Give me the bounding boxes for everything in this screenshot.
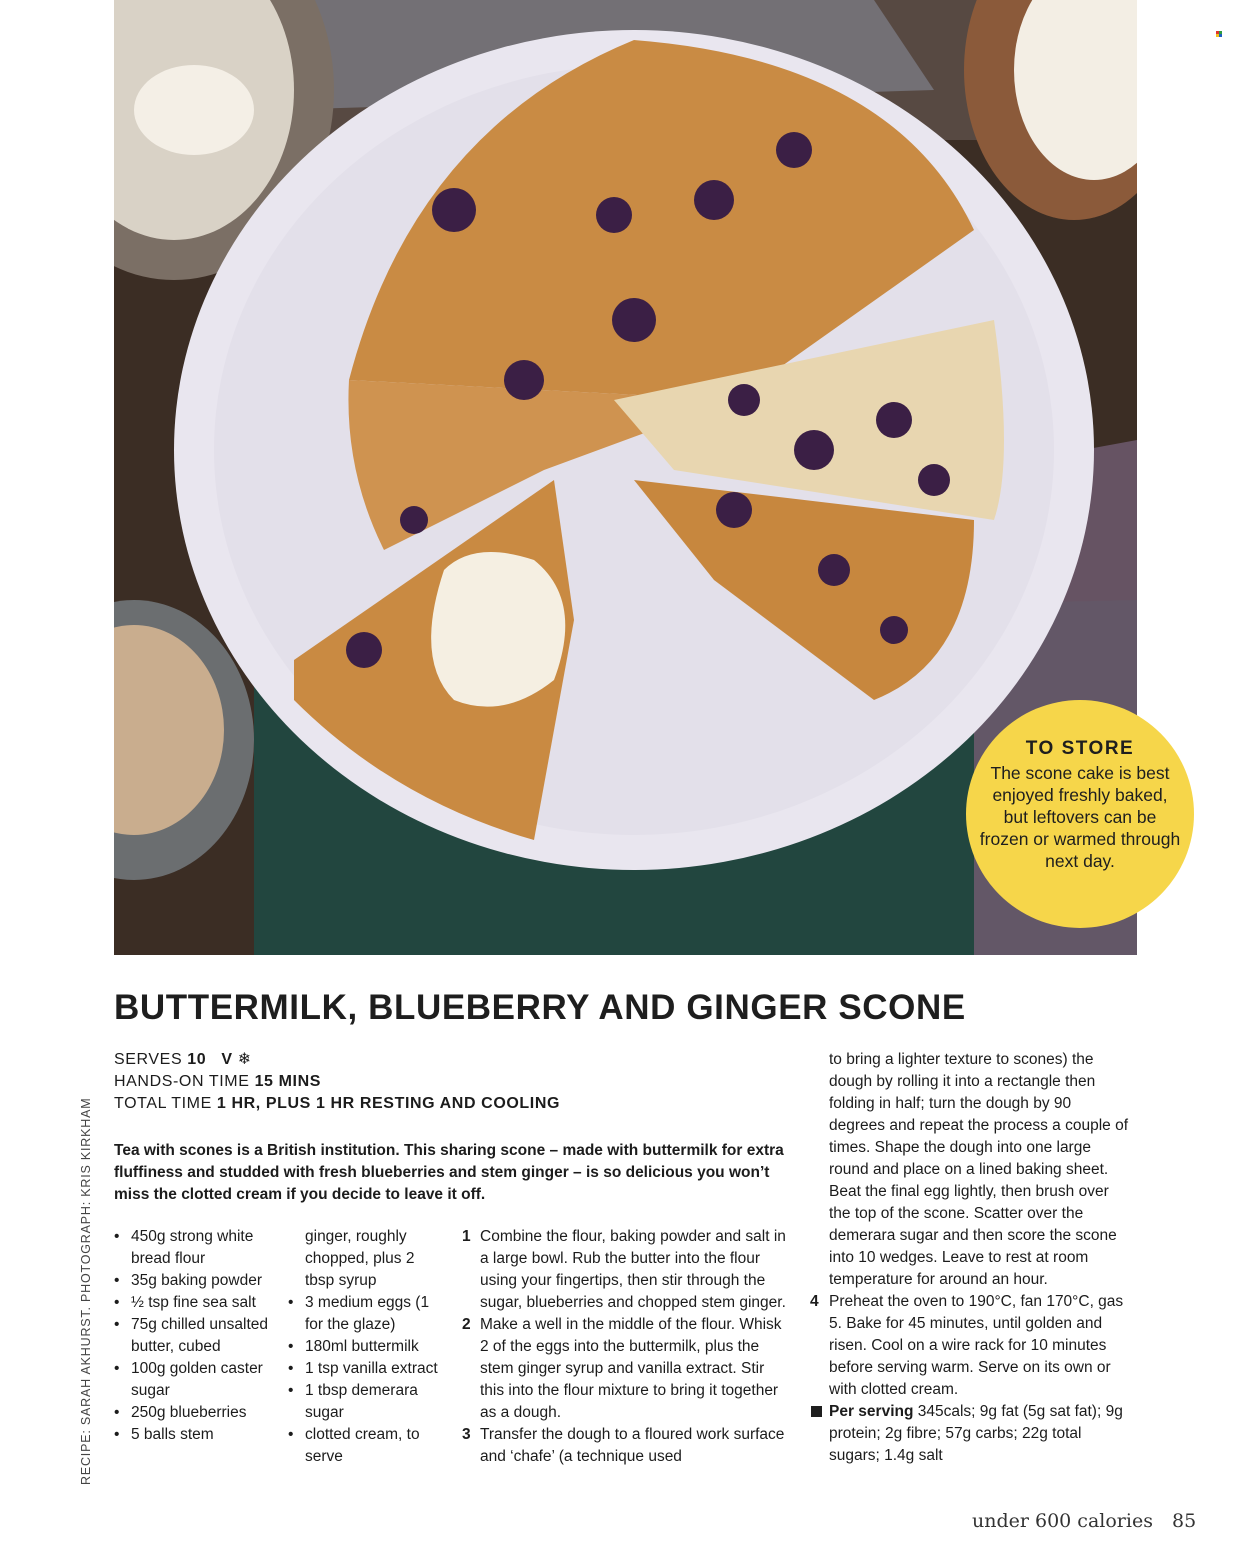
nutrition-text: 345cals; 9g fat (5g sat fat); 9g protein; 2g fibre; 57g carbs; 22g total sugars; 1.4g salt: [829, 1403, 1123, 1464]
step-number: 2: [462, 1316, 471, 1333]
ingredient-item: • 75g chilled unsalted butter, cubed: [114, 1314, 274, 1358]
nutrition-label: Per serving: [829, 1403, 914, 1420]
step-text: Combine the flour, baking powder and salt in a large bowl. Rub the butter into the flour using your fingertips, then stir through the sugar, blueberries and chopped stem ginger.: [480, 1228, 786, 1311]
method-step: [462, 1314, 792, 1424]
recipe-intro: Tea with scones is a British institution. This sharing scone – made with buttermilk for extra fluffiness and studded with fresh blueberries and stem ginger – is so delicious you won’t miss the clotted cream if you decide to leave it off.: [114, 1142, 784, 1203]
step-text: to bring a lighter texture to scones) the dough by rolling it into a rectangle then folding in half; turn the dough by 90 degrees and repeat the process a couple of times. Shape the dough into one large round and place on a lined baking sheet. Beat the final egg lightly, then brush over the top of the scone. Scatter over the demerara sugar and then score the scone into 10 wedges. Leave to rest at room temperature for around an hour.: [829, 1051, 1129, 1288]
color-register-mark: [1216, 31, 1224, 37]
diet-badges: V ❄: [221, 1051, 252, 1068]
method-step: [462, 1226, 792, 1314]
photo-credit: RECIPE: SARAH AKHURST. PHOTOGRAPH: KRIS KIRKHAM: [79, 1097, 93, 1485]
serves-value: 10: [187, 1051, 207, 1068]
ingredient-item: • 180ml buttermilk: [288, 1336, 438, 1358]
step-number: 3: [462, 1426, 471, 1443]
recipe-title: BUTTERMILK, BLUEBERRY AND GINGER SCONE: [114, 988, 966, 1027]
ingredient-item: • 250g blueberries: [114, 1402, 274, 1424]
total-time-label: TOTAL TIME: [114, 1095, 212, 1112]
square-bullet-icon: [811, 1406, 822, 1417]
total-time-line: [114, 1093, 560, 1115]
ingredient-continuation: ginger, roughly chopped, plus 2 tbsp syrup: [305, 1228, 415, 1289]
ingredient-item: • 450g strong white bread flour: [114, 1226, 274, 1270]
ingredient-item: • 5 balls stem: [114, 1424, 274, 1446]
recipe-meta: [114, 1049, 560, 1115]
method-column: [462, 1226, 792, 1468]
step-text: Transfer the dough to a floured work surface and ‘chafe’ (a technique used: [480, 1426, 785, 1465]
step-number: 4: [810, 1293, 819, 1310]
ingredients-column-1: [114, 1226, 274, 1446]
serves-line: [114, 1049, 560, 1071]
to-store-badge: [966, 700, 1194, 928]
to-store-title: TO STORE: [1025, 738, 1135, 759]
ingredient-item: • 3 medium eggs (1 for the glaze): [288, 1292, 438, 1336]
nutrition-info: [811, 1401, 1131, 1467]
total-time-value: 1 HR, PLUS 1 HR RESTING AND COOLING: [216, 1095, 561, 1112]
ingredient-item: • ½ tsp fine sea salt: [114, 1292, 274, 1314]
ingredient-item: • 1 tbsp demerara sugar: [288, 1380, 438, 1424]
method-continuation: [811, 1049, 1131, 1291]
serves-label: SERVES: [114, 1051, 183, 1068]
step-text: Make a well in the middle of the flour. Whisk 2 of the eggs into the buttermilk, plus the stem ginger syrup and vanilla extract. Stir this into the flour mixture to bring it together as a dough.: [480, 1316, 782, 1421]
hands-on-value: 15 MINS: [254, 1073, 322, 1090]
step-number: 1: [462, 1228, 471, 1245]
method-step: [811, 1291, 1131, 1401]
method-continuation-column: [811, 1049, 1131, 1467]
footer-section-name: under 600 calories: [972, 1510, 1153, 1532]
step-text: Preheat the oven to 190°C, fan 170°C, gas 5. Bake for 45 minutes, until golden and risen. Cool on a wire rack for 10 minutes before serving warm. Serve on its own or with clotted cream.: [829, 1293, 1124, 1398]
ingredients-column-2: [288, 1226, 438, 1468]
hands-on-line: [114, 1071, 560, 1093]
method-step: [462, 1424, 792, 1468]
ingredient-item: • clotted cream, to serve: [288, 1424, 438, 1468]
to-store-text: The scone cake is best enjoyed freshly baked, but leftovers can be frozen or warmed through next day.: [979, 763, 1181, 871]
ingredient-item: • 100g golden caster sugar: [114, 1358, 274, 1402]
ingredient-item: • 1 tsp vanilla extract: [288, 1358, 438, 1380]
ingredient-item: • 35g baking powder: [114, 1270, 274, 1292]
page-number: 85: [1172, 1510, 1197, 1532]
hands-on-label: HANDS-ON TIME: [114, 1073, 250, 1090]
